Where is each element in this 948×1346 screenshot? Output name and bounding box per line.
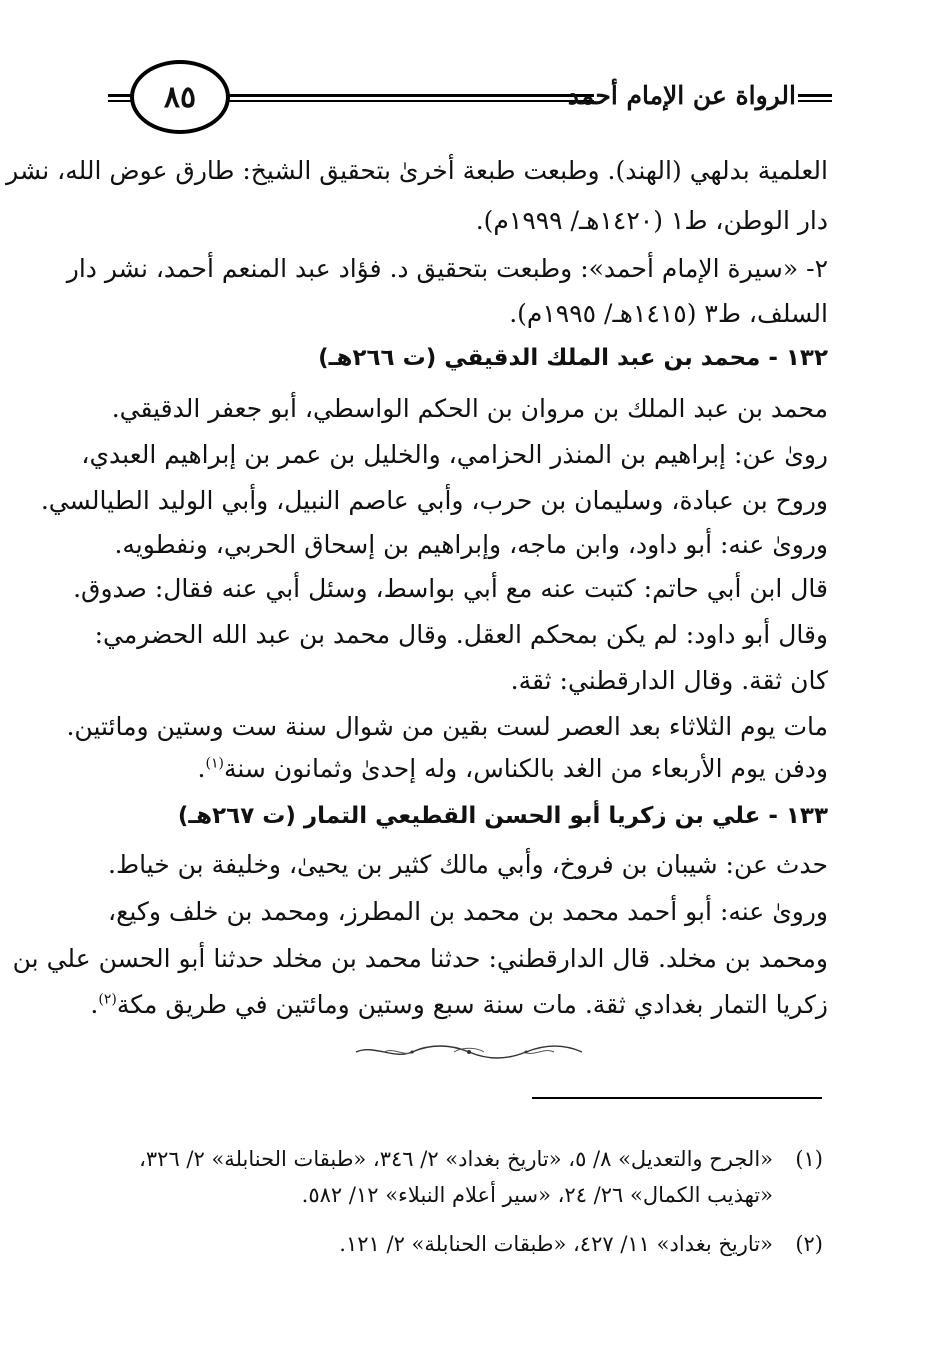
- footnote-2: [83, 1229, 823, 1259]
- body-line: وقال أبو داود: لم يكن بمحكم العقل. وقال محمد بن عبد الله الحضرمي:: [94, 620, 828, 649]
- page-number: ٨٥: [163, 79, 197, 115]
- footnote-ref-2: (٢): [98, 991, 117, 1008]
- body-line: العلمية بدلهي (الهند). وطبعت طبعة أخرىٰ بتحقيق الشيخ: طارق عوض الله، نشر: [6, 156, 828, 185]
- ornament-divider: [354, 1044, 584, 1060]
- body-line: وروح بن عبادة، وسليمان بن حرب، وأبي عاصم النبيل، وأبي الوليد الطيالسي.: [40, 486, 828, 515]
- entry-heading-133: ١٣٣ - علي بن زكريا أبو الحسن القطيعي التمار (ت ٢٦٧هـ): [177, 803, 828, 829]
- body-line: دار الوطن، ط١ (١٤٢٠هـ/ ١٩٩٩م).: [475, 206, 828, 235]
- header-rule-right-top: [798, 94, 832, 97]
- running-title: الرواة عن الإمام أحمد: [567, 81, 796, 110]
- body-line-text: ودفن يوم الأربعاء من الغد بالكناس، وله إحدىٰ وثمانون سنة: [223, 754, 828, 783]
- footnote-ref-1: (١): [205, 755, 224, 772]
- footnote-number: (٢): [795, 1232, 823, 1256]
- entry-heading-132: ١٣٢ - محمد بن عبد الملك الدقيقي (ت ٢٦٦هـ): [318, 345, 828, 371]
- body-line: زكريا التمار بغدادي ثقة. مات سنة سبع وستين ومائتين في طريق مكة$^{(٢)}$.: [90, 990, 828, 1019]
- footnote-text: «تهذيب الكمال» ٢٦/ ٢٤، «سير أعلام النبلاء» ١٢/ ٥٨٢.: [301, 1183, 773, 1207]
- header-rule-main-top: [222, 94, 594, 97]
- body-line: ٢- «سيرة الإمام أحمد»: وطبعت بتحقيق د. فؤاد عبد المنعم أحمد، نشر دار: [66, 254, 828, 283]
- body-line: وروىٰ عنه: أبو داود، وابن ماجه، وإبراهيم بن إسحاق الحربي، ونفطويه.: [114, 530, 828, 559]
- body-line: محمد بن عبد الملك بن مروان بن الحكم الواسطي، أبو جعفر الدقيقي.: [111, 394, 828, 423]
- footnote-text: «تاريخ بغداد» ١١/ ٤٢٧، «طبقات الحنابلة» ٢/ ١٢١.: [339, 1232, 773, 1256]
- footnote-1-continuation: [33, 1180, 773, 1210]
- body-line: وروىٰ عنه: أبو أحمد محمد بن محمد بن المطرز، ومحمد بن خلف وكيع،: [108, 897, 828, 926]
- header-rule-right-bottom: [798, 100, 832, 102]
- body-line: ودفن يوم الأربعاء من الغد بالكناس، وله إحدىٰ وثمانون سنة$^{(١)}$.: [197, 754, 828, 783]
- footnote-1: [83, 1144, 823, 1174]
- page-number-badge: [130, 60, 230, 134]
- body-line: ومحمد بن مخلد. قال الدارقطني: حدثنا محمد بن مخلد حدثنا أبو الحسن علي بن: [12, 944, 828, 973]
- body-line-text: زكريا التمار بغدادي ثقة. مات سنة سبع وستين ومائتين في طريق مكة: [116, 990, 828, 1019]
- body-line: حدث عن: شيبان بن فروخ، وأبي مالك كثير بن يحيىٰ، وخليفة بن خياط.: [108, 850, 828, 879]
- body-line: مات يوم الثلاثاء بعد العصر لست بقين من شوال سنة ست وستين ومائتين.: [66, 712, 828, 741]
- footnote-text: «الجرح والتعديل» ٨/ ٥، «تاريخ بغداد» ٢/ ٣٤٦، «طبقات الحنابلة» ٢/ ٣٢٦،: [139, 1147, 773, 1171]
- footnote-number: (١): [795, 1147, 823, 1171]
- header-rule-main-bottom: [222, 100, 594, 102]
- footnote-separator: [532, 1097, 822, 1099]
- body-line: كان ثقة. وقال الدارقطني: ثقة.: [510, 666, 828, 695]
- body-line: قال ابن أبي حاتم: كتبت عنه مع أبي بواسط، وسئل أبي عنه فقال: صدوق.: [73, 574, 828, 603]
- body-line: روىٰ عن: إبراهيم بن المنذر الحزامي، والخليل بن عمر بن إبراهيم العبدي،: [81, 440, 828, 469]
- body-line: السلف، ط٣ (١٤١٥هـ/ ١٩٩٥م).: [509, 299, 828, 328]
